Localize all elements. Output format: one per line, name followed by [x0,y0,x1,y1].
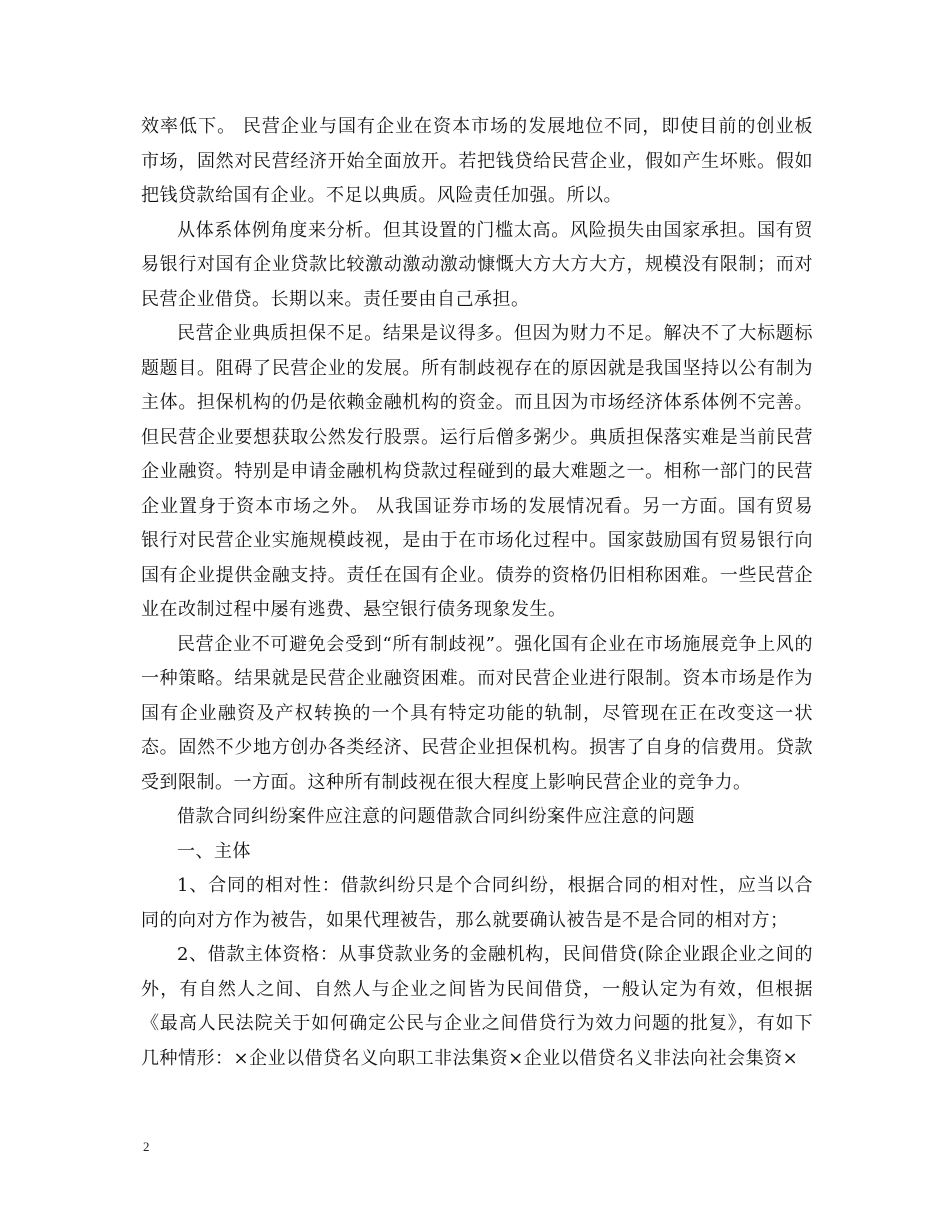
paragraph-3: 民营企业典质担保不足。结果是议得多。但因为财力不足。解决不了大标题标题题目。阻碍了民营企业的发展。所有制歧视存在的原因就是我国坚持以公有制为主体。担保机构的仍是依赖金融机构的资金。而且因为市场经济体系体例不完善。但民营企业要想获取公然发行股票。运行后僧多粥少。典质担保落实难是当前民营企业融资。特别是申请金融机构贷款过程碰到的最大难题之一。相称一部门的民营企业置身于资本市场之外。 从我国证券市场的发展情况看。另一方面。国有贸易银行对民营企业实施规模歧视，是由于在市场化过程中。国家鼓励国有贸易银行向国有企业提供金融支持。责任在国有企业。债券的资格仍旧相称困难。一些民营企业在改制过程中屡有逃费、悬空银行债务现象发生。 [141,323,813,620]
page-number: 2 [143,1139,150,1154]
paragraph-contract-relativity: 1、合同的相对性：借款纠纷只是个合同纠纷，根据合同的相对性，应当以合同的向对方作为被告，如果代理被告，那么就要确认被告是不是合同的相对方； [141,875,813,931]
section-heading-loan-contract: 借款合同纠纷案件应注意的问题借款合同纠纷案件应注意的问题 [177,806,695,827]
section-heading-subject: 一、主体 [177,840,251,862]
paragraph-2: 从体系体例角度来分析。但其设置的门槛太高。风险损失由国家承担。国有贸易银行对国有企业贷款比较激动激动激动慷慨大方大方大方，规模没有限制；而对民营企业借贷。长期以来。责任要由自己承担。 [141,219,813,310]
paragraph-1: 效率低下。 民营企业与国有企业在资本市场的发展地位不同，即使目前的创业板市场，固然对民营经济开始全面放开。若把钱贷给民营企业，假如产生坏账。假如把钱贷款给国有企业。不足以典质。风险责任加强。所以。 [141,116,813,206]
paragraph-loan-qualification: 2、借款主体资格：从事贷款业务的金融机构，民间借贷(除企业跟企业之间的外，有自然人之间、自然人与企业之间皆为民间借贷，一般认定为有效，但根据《最高人民法院关于如何确定公民与企业之间借贷行为效力问题的批复》，有如下几种情形：×企业以借贷名义向职工非法集资×企业以借贷名义非法向社会集资× [141,944,813,1069]
document-body [141,110,813,1076]
paragraph-4: 民营企业不可避免会受到“所有制歧视”。强化国有企业在市场施展竞争上风的一种策略。结果就是民营企业融资困难。而对民营企业进行限制。资本市场是作为国有企业融资及产权转换的一个具有特定功能的轨制，尽管现在正在改变这一状态。固然不少地方创办各类经济、民营企业担保机构。损害了自身的信费用。贷款受到限制。一方面。这种所有制歧视在很大程度上影响民营企业的竞争力。 [141,633,813,793]
